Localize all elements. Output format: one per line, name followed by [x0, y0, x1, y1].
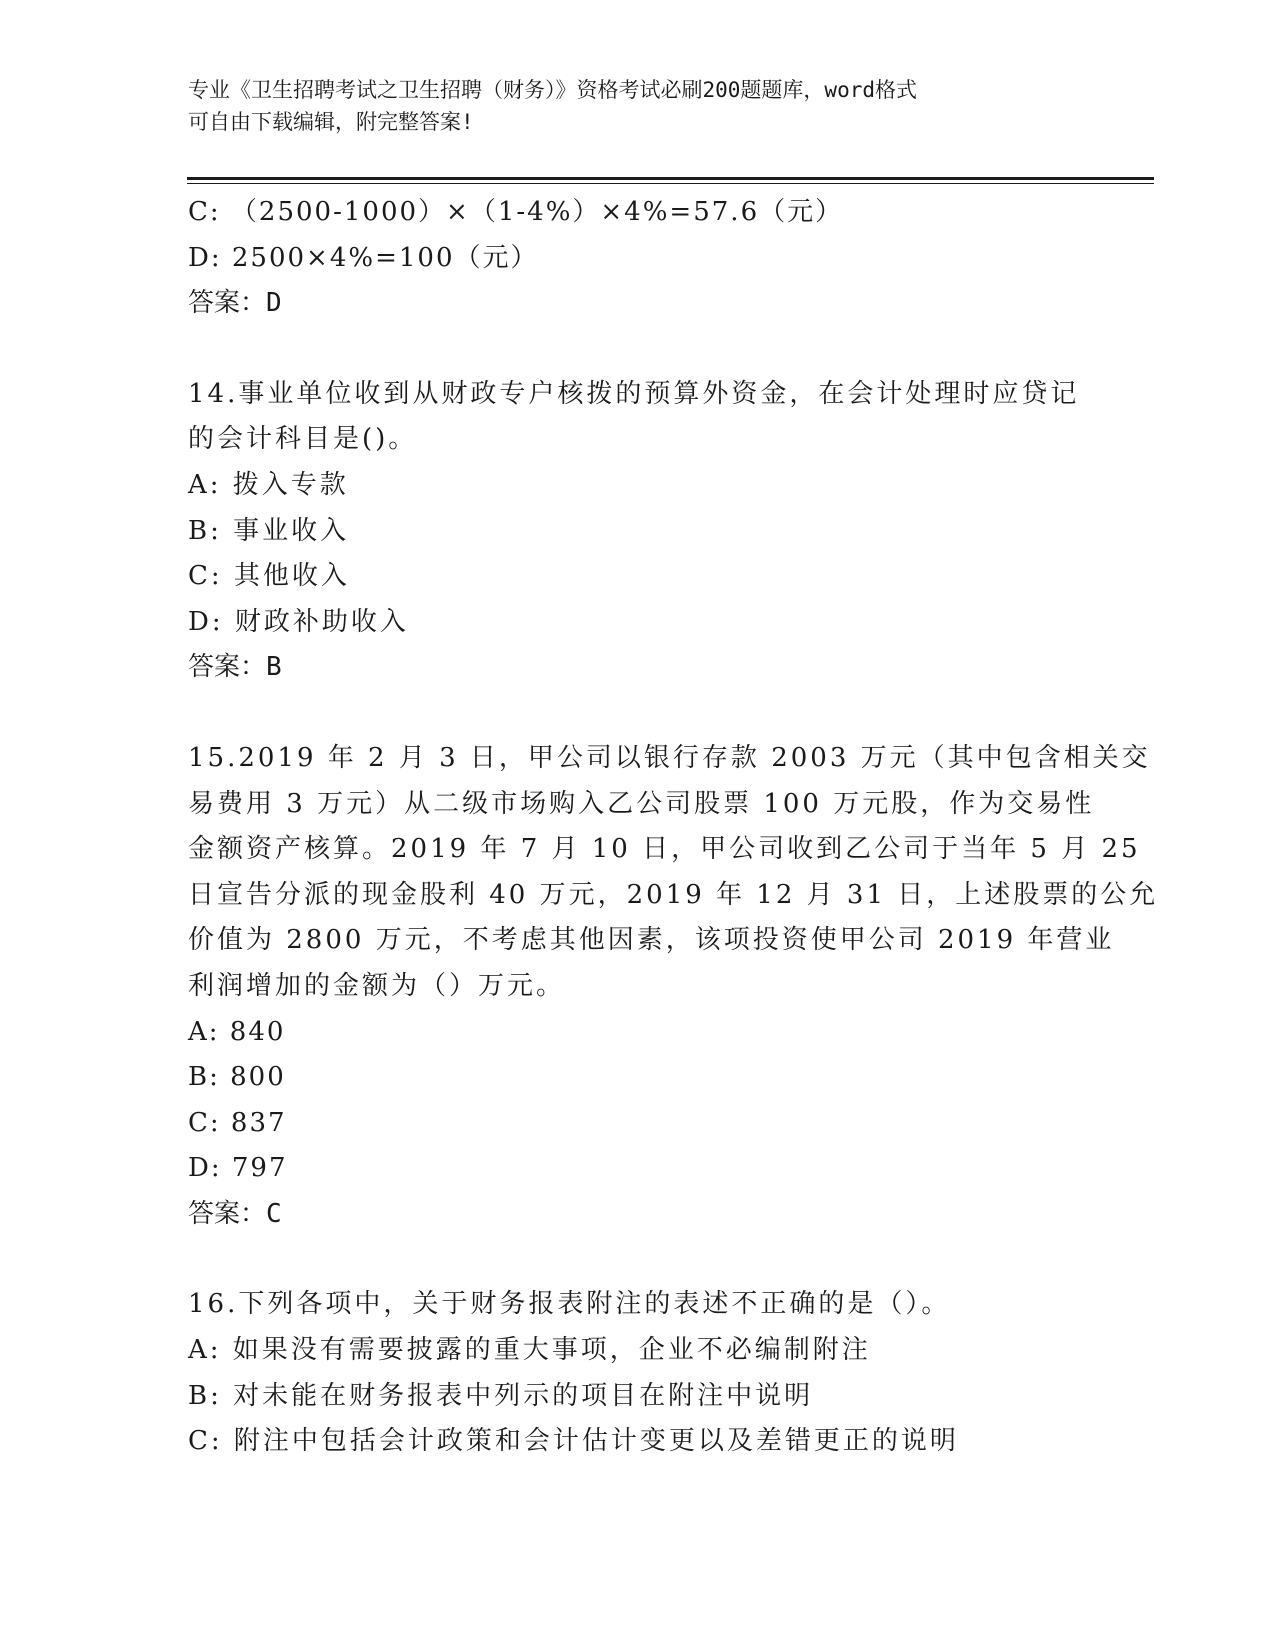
option-b: B: 对未能在财务报表中列示的项目在附注中说明 [188, 1380, 814, 1411]
question-14 [188, 372, 1088, 691]
answer-label: 答案：B [188, 652, 282, 683]
spacer [188, 1237, 1088, 1282]
question-list [188, 190, 1159, 1465]
question-stem-line: 的会计科目是()。 [188, 424, 418, 455]
option-c: C: 837 [188, 1107, 287, 1138]
answer-label: 答案：C [188, 1198, 282, 1229]
question-stem-line: 利润增加的金额为（）万元。 [188, 970, 566, 1001]
header-rule-thin [187, 183, 1154, 184]
option-d: D: 2500×4%=100（元） [188, 242, 539, 273]
header-rule-thick [187, 177, 1154, 180]
document-header [188, 74, 1068, 138]
question-stem-line: 金额资产核算。2019 年 7 月 10 日，甲公司收到乙公司于当年 5 月 25 [188, 834, 1141, 865]
question-16 [188, 1282, 1088, 1464]
question-stem-line: 15.2019 年 2 月 3 日，甲公司以银行存款 2003 万元（其中包含相关交 [188, 742, 1151, 773]
option-a: A: 840 [188, 1016, 286, 1047]
option-d: D: 财政补助收入 [188, 606, 409, 637]
question-stem-line: 16.下列各项中，关于财务报表附注的表述不正确的是（）。 [188, 1289, 951, 1320]
option-c: C: 附注中包括会计政策和会计估计变更以及差错更正的说明 [188, 1426, 959, 1457]
option-a: A: 如果没有需要披露的重大事项，企业不必编制附注 [188, 1335, 871, 1366]
header-line-2: 可自由下载编辑，附完整答案! [188, 110, 474, 134]
question-stem-line: 日宣告分派的现金股利 40 万元，2019 年 12 月 31 日，上述股票的公允 [188, 879, 1159, 910]
option-b: B: 事业收入 [188, 515, 350, 546]
question-15 [188, 736, 1159, 1238]
header-line-1: 专业《卫生招聘考试之卫生招聘（财务）》资格考试必刷200题题库，word格式 [188, 78, 917, 102]
option-a: A: 拨入专款 [188, 469, 349, 500]
question-13 [188, 190, 1088, 327]
option-d: D: 797 [188, 1153, 288, 1184]
spacer [188, 691, 1088, 736]
question-stem-line: 价值为 2800 万元，不考虑其他因素，该项投资使甲公司 2019 年营业 [188, 925, 1115, 956]
answer-label: 答案：D [188, 288, 282, 319]
question-stem-line: 易费用 3 万元）从二级市场购入乙公司股票 100 万元股，作为交易性 [188, 788, 1095, 819]
option-b: B: 800 [188, 1062, 286, 1093]
question-stem-line: 14.事业单位收到从财政专户核拨的预算外资金，在会计处理时应贷记 [188, 378, 1080, 409]
option-c: C: （2500-1000）×（1-4%）×4%=57.6（元） [188, 197, 844, 227]
option-c: C: 其他收入 [188, 561, 350, 592]
spacer [188, 327, 1088, 372]
